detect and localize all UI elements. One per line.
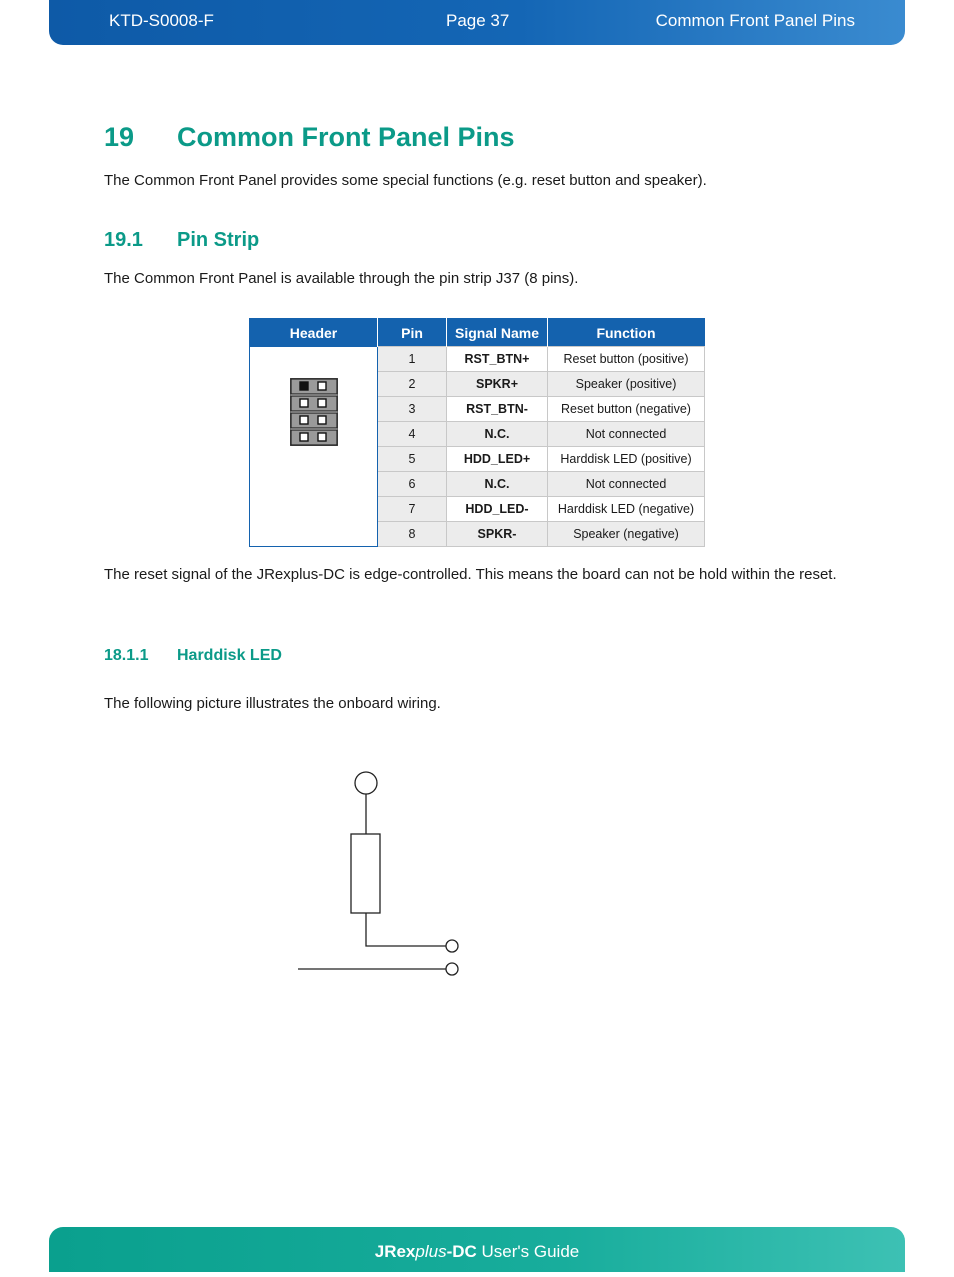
page-footer xyxy=(49,1227,905,1272)
table-header-row xyxy=(250,319,705,347)
section-title: Pin Strip xyxy=(177,229,260,251)
led-plus-terminal xyxy=(446,940,458,952)
col-signal: Signal Name xyxy=(447,319,548,347)
table-row xyxy=(250,347,705,372)
pin-number: 7 xyxy=(378,497,447,522)
signal-name: HDD_LED+ xyxy=(447,447,548,472)
signal-name: N.C. xyxy=(447,422,548,447)
signal-name: SPKR+ xyxy=(447,372,548,397)
resistor xyxy=(351,834,380,913)
subsection-number: 18.1.1 xyxy=(104,647,149,664)
chapter-heading xyxy=(104,122,515,153)
chapter-number: 19 xyxy=(104,122,135,152)
page-number: Page 37 xyxy=(446,11,510,30)
signal-name: N.C. xyxy=(447,472,548,497)
pin-table xyxy=(249,318,705,547)
col-pin: Pin xyxy=(378,319,447,347)
subsection-title: Harddisk LED xyxy=(177,647,282,664)
section-heading xyxy=(104,229,259,252)
section-name: Common Front Panel Pins xyxy=(655,11,855,30)
footer-brand-suffix: -DC xyxy=(446,1242,477,1261)
pin-number: 3 xyxy=(378,397,447,422)
pin-number: 1 xyxy=(378,347,447,372)
pin-number: 4 xyxy=(378,422,447,447)
intro-paragraph: The Common Front Panel provides some special functions (e.g. reset button and speaker). xyxy=(104,172,707,189)
pin-function: Reset button (positive) xyxy=(548,347,705,372)
pin-number: 5 xyxy=(378,447,447,472)
signal-name: RST_BTN- xyxy=(447,397,548,422)
pin-function: Speaker (negative) xyxy=(548,522,705,547)
connector-cell xyxy=(250,347,378,547)
signal-name: HDD_LED- xyxy=(447,497,548,522)
chapter-title: Common Front Panel Pins xyxy=(177,122,515,152)
pin-function: Not connected xyxy=(548,472,705,497)
footer-brand-italic: plus xyxy=(415,1242,447,1261)
section-number: 19.1 xyxy=(104,229,143,251)
pin-function: Reset button (negative) xyxy=(548,397,705,422)
page-header xyxy=(49,0,905,45)
led-minus-terminal xyxy=(446,963,458,975)
pin-number: 2 xyxy=(378,372,447,397)
pin-header-icon xyxy=(290,378,338,449)
pinstrip-paragraph: The Common Front Panel is available through the pin strip J37 (8 pins). xyxy=(104,270,579,287)
subsection-heading xyxy=(104,647,282,665)
wiring-diagram xyxy=(290,765,470,985)
reset-paragraph: The reset signal of the JRexplus-DC is edge-controlled. This means the board can not be hold within the reset. xyxy=(104,566,837,583)
led-wire xyxy=(366,913,446,946)
footer-title: User's Guide xyxy=(476,1242,580,1261)
pin-function: Not connected xyxy=(548,422,705,447)
col-function: Function xyxy=(548,319,705,347)
supply-terminal xyxy=(355,772,377,794)
col-header: Header xyxy=(250,319,378,347)
pin-function: Harddisk LED (negative) xyxy=(548,497,705,522)
wiring-paragraph: The following picture illustrates the onboard wiring. xyxy=(104,695,441,712)
footer-brand: JRex xyxy=(374,1242,416,1261)
pin-number: 6 xyxy=(378,472,447,497)
pin-function: Harddisk LED (positive) xyxy=(548,447,705,472)
pin-number: 8 xyxy=(378,522,447,547)
pin-function: Speaker (positive) xyxy=(548,372,705,397)
signal-name: RST_BTN+ xyxy=(447,347,548,372)
doc-id: KTD-S0008-F xyxy=(109,11,214,30)
signal-name: SPKR- xyxy=(447,522,548,547)
